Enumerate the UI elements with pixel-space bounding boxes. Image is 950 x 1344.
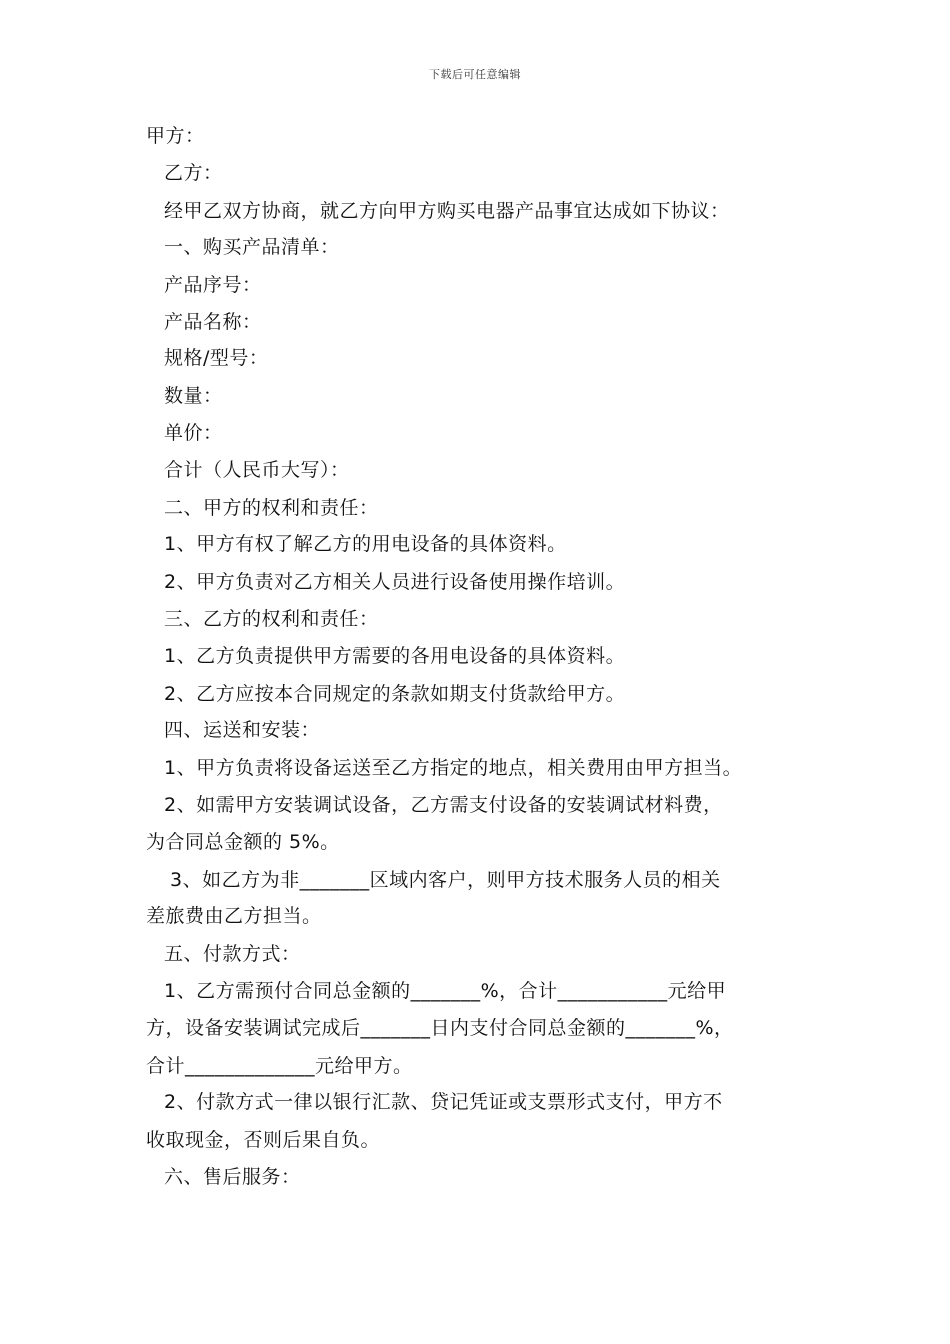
clause-3-2: 2、乙方应按本合同规定的条款如期支付货款给甲方。 [164, 683, 626, 705]
section-6-heading: 六、售后服务： [164, 1166, 301, 1188]
unit-price-line: 单价： [164, 422, 223, 444]
product-name-line: 产品名称： [164, 311, 262, 333]
party-a-line: 甲方： [146, 125, 205, 147]
preamble-line: 经甲乙双方协商，就乙方向甲方购买电器产品事宜达成如下协议： [164, 200, 730, 222]
quantity-line: 数量： [164, 385, 223, 407]
section-2-heading: 二、甲方的权利和责任： [164, 497, 379, 519]
clause-4-2: 2、如需甲方安装调试设备，乙方需支付设备的安装调试材料费， [164, 794, 723, 816]
section-1-heading: 一、购买产品清单： [164, 236, 340, 258]
clause-4-1: 1、甲方负责将设备运送至乙方指定的地点，相关费用由甲方担当。 [164, 757, 743, 779]
section-4-heading: 四、运送和安装： [164, 719, 321, 741]
page-header: 下载后可任意编辑 [429, 68, 521, 81]
section-5-heading: 五、付款方式： [164, 943, 301, 965]
total-line: 合计（人民币大写）： [164, 459, 350, 481]
clause-5-1: 1、乙方需预付合同总金额的_______%，合计___________元给甲 [164, 980, 727, 1002]
spec-model-line: 规格/型号： [164, 347, 269, 369]
clause-4-3-cont: 差旅费由乙方担当。 [146, 905, 322, 927]
clause-5-1-end: 合计_____________元给甲方。 [146, 1055, 413, 1077]
clause-5-2-cont: 收取现金，否则后果自负。 [146, 1129, 381, 1151]
section-3-heading: 三、乙方的权利和责任： [164, 608, 379, 630]
party-b-line: 乙方： [164, 162, 223, 184]
clause-5-1-cont: 方，设备安装调试完成后_______日内支付合同总金额的_______%， [146, 1017, 734, 1039]
clause-2-1: 1、甲方有权了解乙方的用电设备的具体资料。 [164, 533, 567, 555]
clause-5-2: 2、付款方式一律以银行汇款、贷记凭证或支票形式支付，甲方不 [164, 1091, 723, 1113]
clause-4-3: 3、如乙方为非_______区域内客户，则甲方技术服务人员的相关 [170, 869, 721, 891]
clause-3-1: 1、乙方负责提供甲方需要的各用电设备的具体资料。 [164, 645, 626, 667]
product-serial-line: 产品序号： [164, 274, 262, 296]
clause-4-2-cont: 为合同总金额的 5%。 [146, 831, 340, 853]
clause-2-2: 2、甲方负责对乙方相关人员进行设备使用操作培训。 [164, 571, 626, 593]
